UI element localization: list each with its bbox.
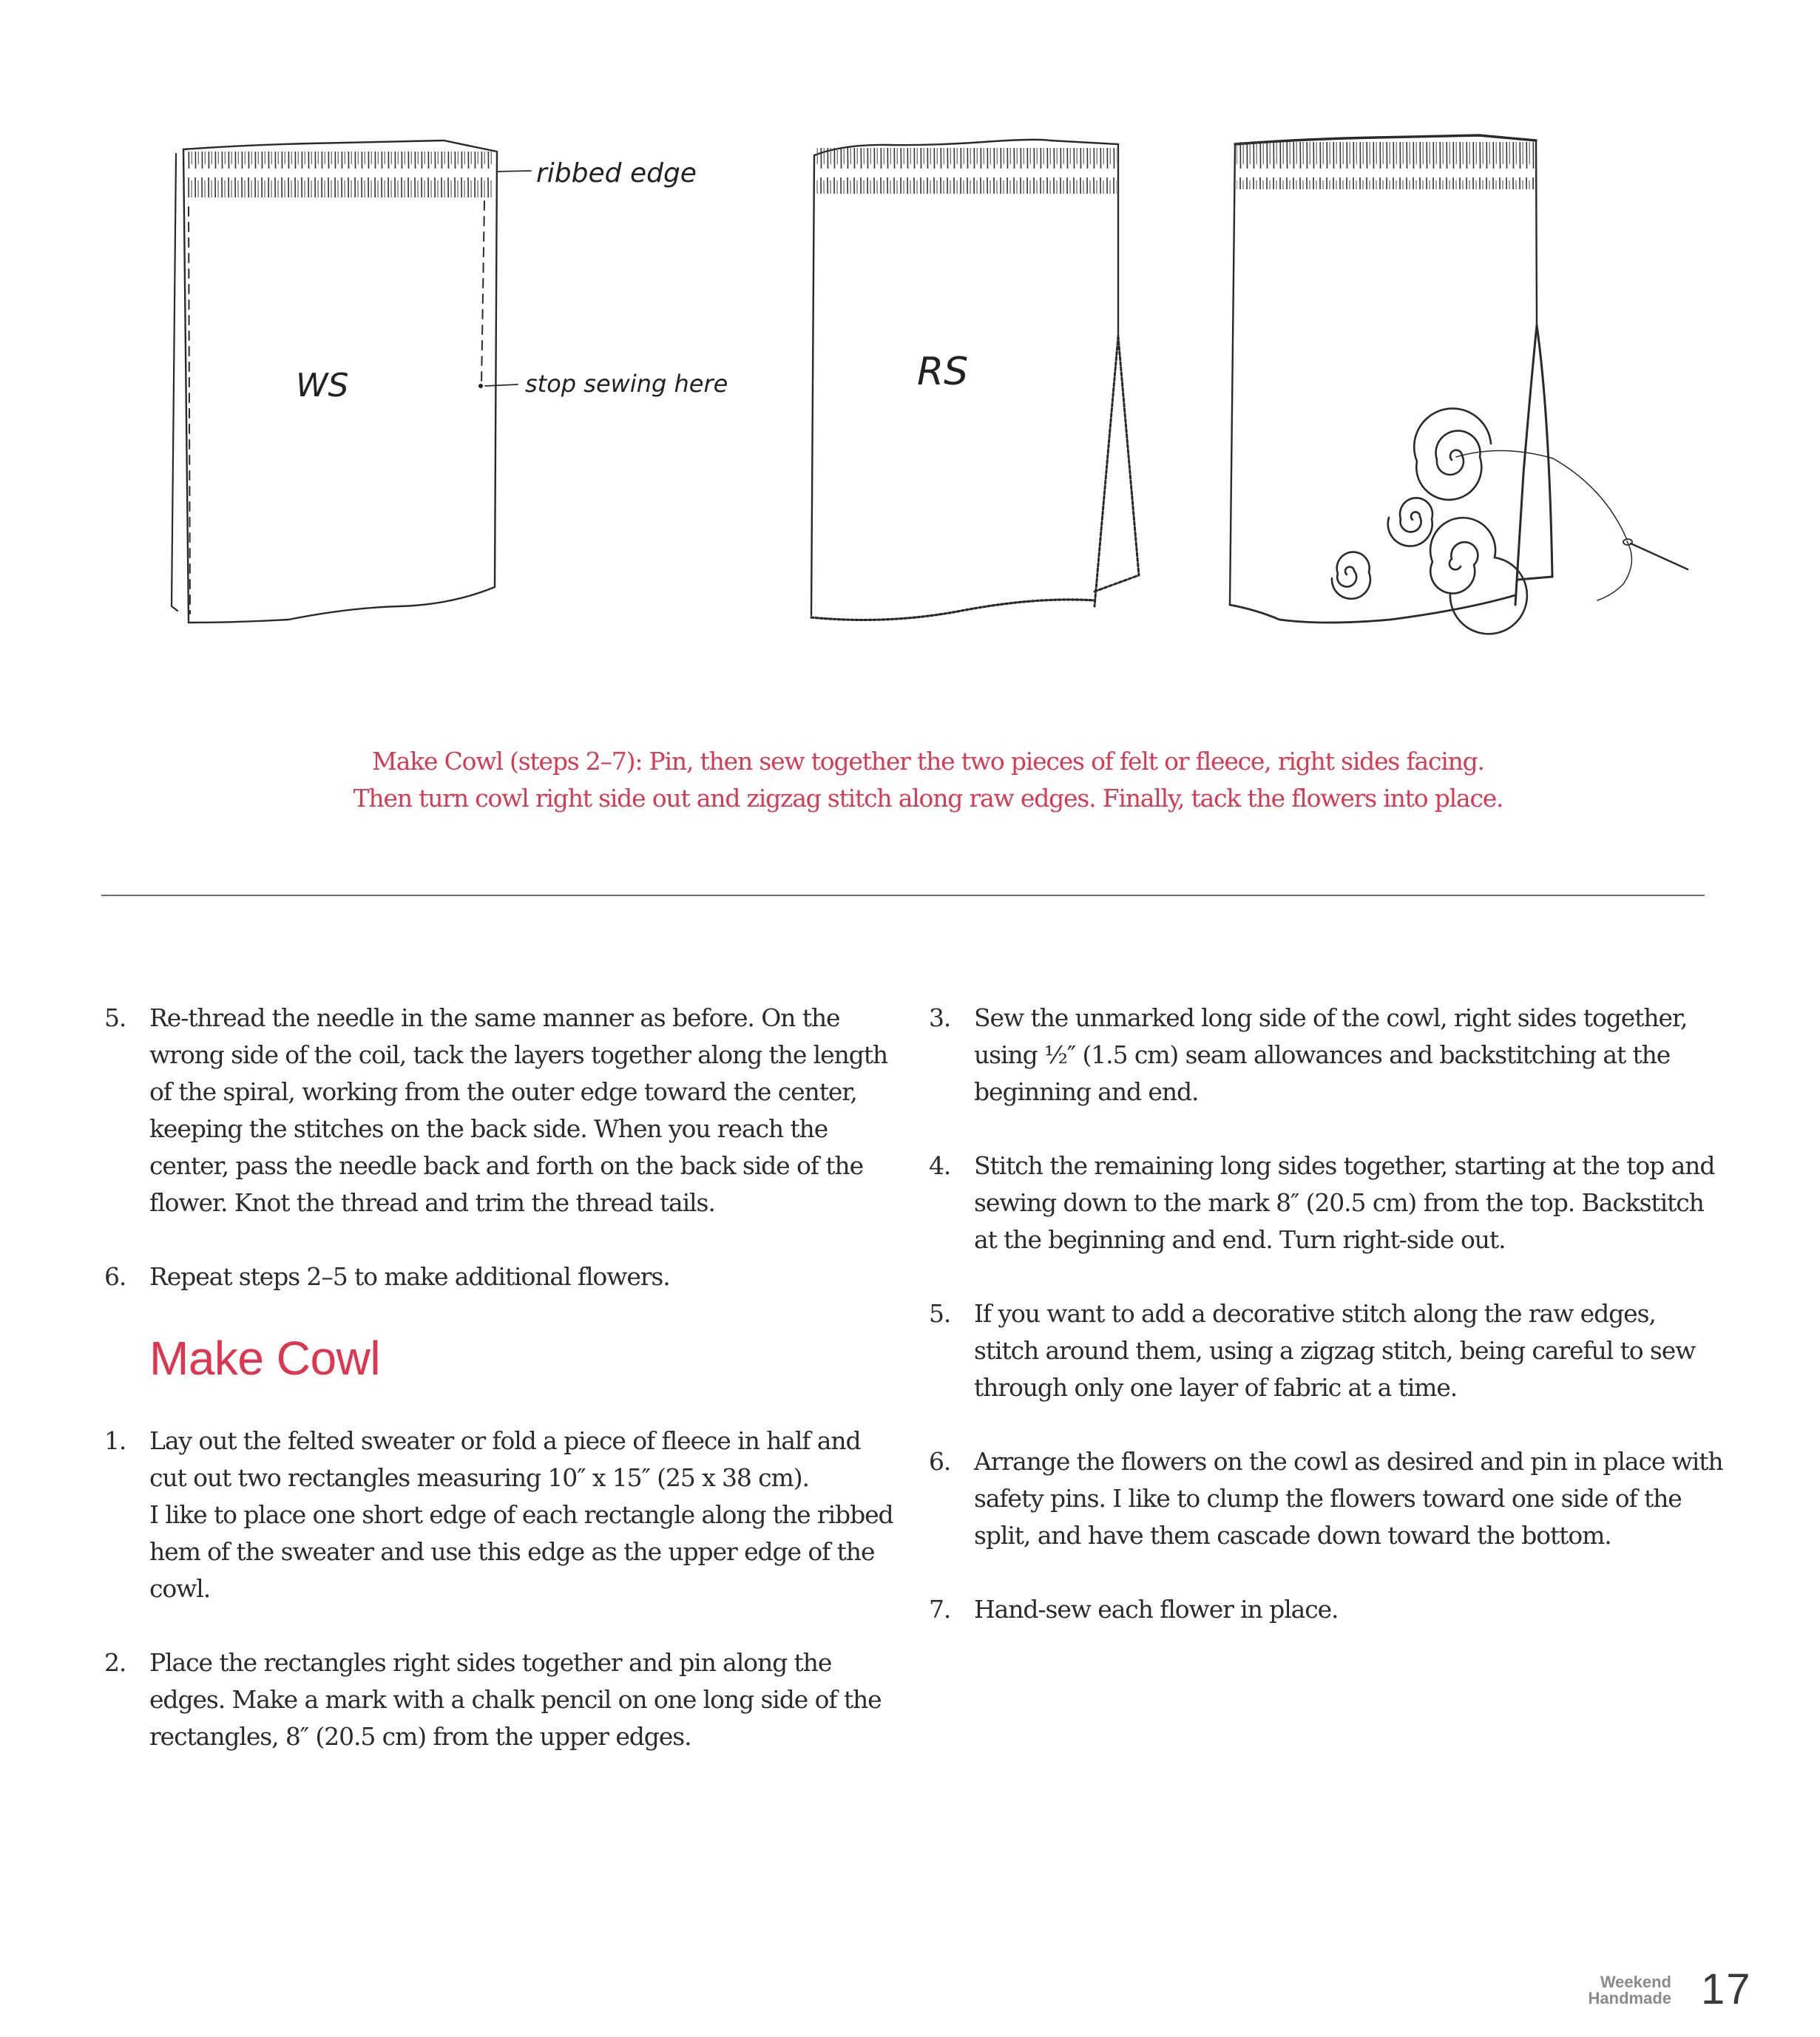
- cowl-step-3: [926, 1000, 1725, 1111]
- step-number: 7.: [929, 1595, 951, 1624]
- step-text: Place the rectangles right sides together and pin along the edges. Make a mark with a chalk pencil on one long side of the rectangles, 8″ (20.5 cm) from the upper edges.: [149, 1648, 882, 1751]
- step-number: 3.: [929, 1003, 951, 1032]
- step-text: Re-thread the needle in the same manner as before. On the wrong side of the coil, tack the layers together along the length of the spiral, working from the outer edge toward the center, keeping the stitches on the back side. When you reach the center, pass the needle back and forth on the back side of the flower. Knot the thread and trim the thread tails.: [149, 1003, 888, 1217]
- step-text: Repeat steps 2–5 to make additional flowers.: [149, 1262, 670, 1291]
- step-text: If you want to add a decorative stitch along the raw edges, stitch around them, using a zigzag stitch, being careful to sew through only one layer of fabric at a time.: [974, 1299, 1696, 1402]
- step-text: Lay out the felted sweater or fold a piece of fleece in half and cut out two rectangles measuring 10″ x 15″ (25 x 38 cm).: [149, 1426, 861, 1492]
- flower-step-6: [101, 1258, 900, 1295]
- footer-brand-line-1: Weekend: [1600, 1973, 1671, 1991]
- cowl-step-7: [926, 1591, 1725, 1628]
- annotation-stop-sewing: stop sewing here: [525, 370, 728, 398]
- step-number: 4.: [929, 1151, 951, 1180]
- label-rs: RS: [917, 350, 969, 394]
- page-number: 17: [1701, 1965, 1752, 2013]
- step-text: Stitch the remaining long sides together, starting at the top and sewing down to the mark 8″ (20.5 cm) from the top. Backstitch at the beginning and end. Turn right-side out.: [974, 1151, 1715, 1254]
- step-number: 2.: [104, 1648, 126, 1677]
- cowl-illustration: [0, 0, 1820, 710]
- caption-line-2: Then turn cowl right side out and zigzag stitch along raw edges. Finally, tack the flowers into place.: [353, 784, 1503, 813]
- caption-line-1: Make Cowl (steps 2–7): Pin, then sew together the two pieces of felt or fleece, right sides facing.: [372, 747, 1484, 776]
- step-text-continued: I like to place one short edge of each rectangle along the ribbed hem of the sweater and use this edge as the upper edge of the cowl.: [149, 1500, 893, 1603]
- step-number: 5.: [929, 1299, 951, 1328]
- cowl-step-4: [926, 1148, 1725, 1258]
- step-number: 1.: [104, 1426, 126, 1455]
- right-column: [926, 1000, 1725, 1665]
- panel-finished-drawing: [1230, 135, 1688, 634]
- section-heading-make-cowl: Make Cowl: [149, 1332, 381, 1385]
- label-ws: WS: [296, 367, 349, 404]
- footer-brand-line-2: Handmade: [1588, 1989, 1671, 2007]
- book-title-footer: [1553, 1974, 1671, 2007]
- section-divider: [101, 895, 1705, 896]
- step-text: Arrange the flowers on the cowl as desired and pin in place with safety pins. I like to clump the flowers toward one side of the split, and have them cascade down toward the bottom.: [974, 1447, 1723, 1550]
- cowl-step-5: [926, 1295, 1725, 1406]
- step-text: Hand-sew each flower in place.: [974, 1595, 1339, 1624]
- cowl-step-2: [101, 1644, 900, 1755]
- sketch-svg: [0, 0, 1820, 710]
- panel-rs-drawing: [811, 140, 1139, 620]
- annotation-ribbed-edge: ribbed edge: [536, 158, 697, 189]
- cowl-step-6: [926, 1443, 1725, 1554]
- figure-caption: [0, 743, 1820, 817]
- panel-ws-drawing: [172, 140, 531, 623]
- step-number: 5.: [104, 1003, 126, 1032]
- step-number: 6.: [104, 1262, 126, 1291]
- left-column: [101, 1000, 900, 1792]
- step-text: Sew the unmarked long side of the cowl, right sides together, using ½″ (1.5 cm) seam allowances and backstitching at the beginning and end.: [974, 1003, 1688, 1106]
- cowl-step-1: [101, 1423, 900, 1607]
- step-number: 6.: [929, 1447, 951, 1476]
- flower-step-5: [101, 1000, 900, 1221]
